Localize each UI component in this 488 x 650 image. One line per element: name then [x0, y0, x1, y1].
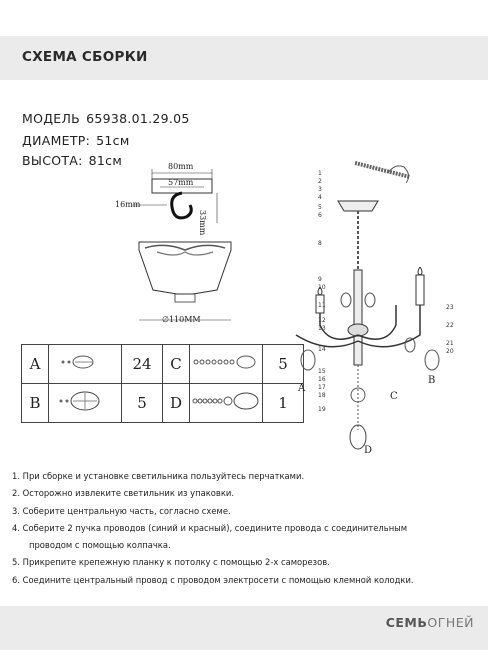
part-letter: B	[22, 384, 49, 423]
svg-text:C: C	[390, 391, 398, 402]
part-qty: 5	[122, 384, 163, 423]
part-qty: 5	[263, 345, 304, 384]
cup-dim-bottom: ∅110MM	[162, 315, 201, 324]
pendant-icon	[49, 345, 121, 379]
svg-text:15: 15	[318, 368, 326, 375]
mount-dim-top: 80mm	[168, 162, 194, 171]
svg-text:8: 8	[318, 240, 322, 247]
instruction-item: 6. Соедините центральный провод с проводом электросети с помощью клемной колодки.	[12, 574, 414, 585]
svg-text:22: 22	[446, 322, 454, 329]
mount-dim-right: 33mm	[198, 210, 207, 236]
svg-text:6: 6	[318, 212, 322, 219]
part-image-c	[190, 345, 263, 384]
instruction-item-continuation: проводом с помощью колпачка.	[29, 540, 171, 551]
svg-text:16: 16	[318, 376, 326, 383]
svg-text:B: B	[428, 375, 436, 386]
diameter-value: 51см	[96, 133, 130, 148]
part-letter: C	[163, 345, 190, 384]
chandelier-assembly-diagram	[300, 155, 485, 465]
svg-text:9: 9	[318, 276, 322, 283]
assembly-instructions	[12, 468, 482, 589]
svg-text:14: 14	[318, 346, 326, 353]
part-image-b	[49, 384, 122, 423]
svg-text:2: 2	[318, 178, 322, 185]
part-letter: D	[163, 384, 190, 423]
diameter-spec	[22, 133, 130, 148]
model-label: МОДЕЛЬ	[22, 111, 81, 126]
mount-dim-inner: 57mm	[168, 178, 194, 187]
svg-text:19: 19	[318, 406, 326, 413]
model-value: 65938.01.29.05	[86, 111, 190, 126]
svg-text:12: 12	[318, 317, 326, 324]
svg-text:10: 10	[318, 284, 326, 291]
svg-text:A: A	[298, 383, 306, 394]
svg-text:5: 5	[318, 204, 322, 211]
svg-text:17: 17	[318, 384, 326, 391]
svg-text:18: 18	[318, 392, 326, 399]
diameter-label: ДИАМЕТР:	[22, 133, 91, 148]
brand-bold: СЕМЬ	[385, 615, 428, 630]
height-spec	[22, 153, 122, 168]
brand-regular: ОГНЕЙ	[427, 615, 474, 630]
instruction-item: 4. Соберите 2 пучка проводов (синий и красный), соедините провода с соединительным	[12, 522, 408, 533]
instruction-item: 3. Соберите центральную часть, согласно схеме.	[12, 505, 231, 516]
instruction-item: 2. Осторожно извлеките светильник из упаковки.	[12, 488, 234, 499]
part-image-a	[49, 345, 122, 384]
svg-text:1: 1	[318, 170, 322, 177]
part-image-d	[190, 384, 263, 423]
long-chain-icon	[190, 384, 262, 418]
instruction-item: 1. При сборке и установке светильника пользуйтесь перчатками.	[12, 471, 305, 481]
page-title: СХЕМА СБОРКИ	[22, 49, 148, 65]
bead-chain-icon	[190, 345, 262, 379]
mount-dim-left: 16mm	[115, 200, 141, 209]
height-value: 81см	[88, 153, 123, 168]
svg-text:4: 4	[318, 194, 322, 201]
brand-logo	[386, 615, 474, 630]
svg-text:23: 23	[446, 304, 454, 311]
instruction-item: 5. Прикрепите крепежную планку к потолку с помощью 2-х саморезов.	[12, 557, 330, 568]
height-label: ВЫСОТА:	[22, 153, 83, 168]
large-pendant-icon	[49, 384, 121, 418]
svg-text:20: 20	[446, 348, 454, 355]
svg-text:13: 13	[318, 325, 326, 332]
part-letter: A	[22, 345, 49, 384]
model-spec	[22, 111, 190, 126]
svg-text:11: 11	[318, 302, 326, 309]
table-row	[22, 384, 304, 423]
svg-text:D: D	[364, 445, 373, 456]
parts-table	[21, 344, 304, 423]
part-qty: 24	[122, 345, 163, 384]
part-qty: 1	[263, 384, 304, 423]
svg-text:3: 3	[318, 186, 322, 193]
svg-text:21: 21	[446, 340, 454, 347]
table-row	[22, 345, 304, 384]
